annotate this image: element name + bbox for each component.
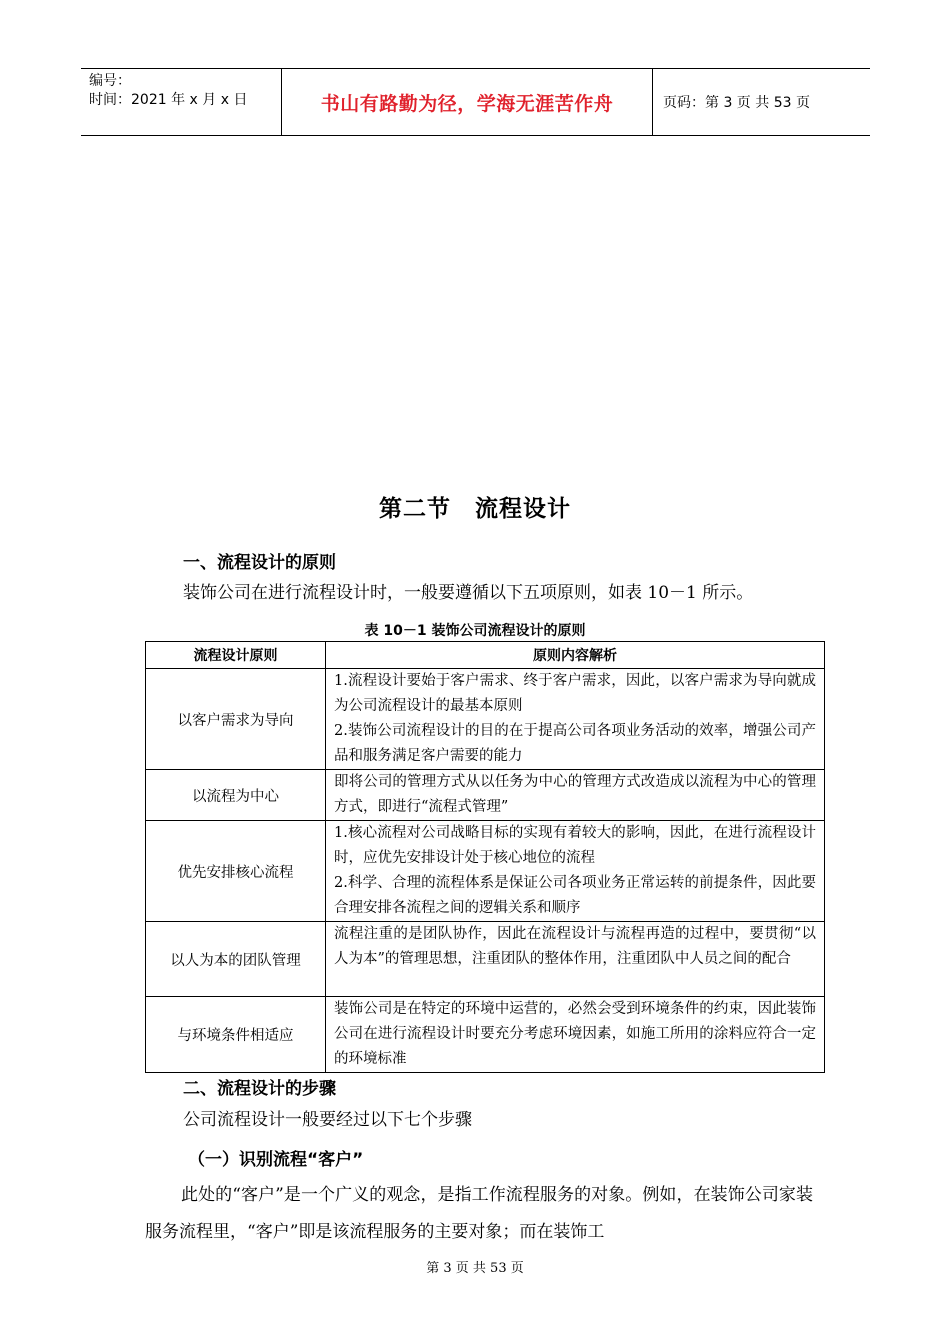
principle-analysis [326, 922, 825, 997]
header-page-info: 页码：第 3 页 共 53 页 [663, 95, 810, 111]
header-meta [81, 69, 282, 135]
steps-intro: 公司流程设计一般要经过以下七个步骤 [183, 1110, 472, 1130]
principle-analysis [326, 669, 825, 770]
principle-name: 优先安排核心流程 [146, 821, 326, 922]
customer-paragraph: 此处的“客户”是一个广义的观念，是指工作流程服务的对象。例如，在装饰公司家装服务流程里，“客户”即是该流程服务的主要对象；而在装饰工 [145, 1185, 813, 1242]
table-row [146, 997, 825, 1073]
analysis-line: 2.科学、合理的流程体系是保证公司各项业务正常运转的前提条件，因此要合理安排各流程之间的逻辑关系和顺序 [334, 875, 816, 916]
analysis-line: 流程注重的是团队协作，因此在流程设计与流程再造的过程中，要贯彻“以人为本”的管理思想，注重团队的整体作用，注重团队中人员之间的配合 [334, 926, 816, 967]
heading-identify-customer: （一）识别流程“客户” [188, 1150, 364, 1170]
principle-name: 以客户需求为导向 [146, 669, 326, 770]
table-header-row [146, 642, 825, 669]
principle-analysis [326, 821, 825, 922]
table-row [146, 922, 825, 997]
principles-intro: 装饰公司在进行流程设计时，一般要遵循以下五项原则，如表 10－1 所示。 [183, 583, 754, 603]
principle-name: 与环境条件相适应 [146, 997, 326, 1073]
header-motto: 书山有路勤为径，学海无涯苦作舟 [320, 92, 614, 115]
analysis-line: 即将公司的管理方式从以任务为中心的管理方式改造成以流程为中心的管理方式，即进行“流程式管理” [334, 774, 816, 815]
document-date: 时间：2021 年 x 月 x 日 [89, 92, 248, 108]
table-row [146, 770, 825, 821]
analysis-line: 1.核心流程对公司战略目标的实现有着较大的影响，因此，在进行流程设计时，应优先安排设计处于核心地位的流程 [334, 825, 816, 866]
principles-table [145, 641, 825, 1073]
principle-name: 以人为本的团队管理 [146, 922, 326, 997]
page-footer: 第 3 页 共 53 页 [426, 1261, 524, 1276]
analysis-line: 装饰公司是在特定的环境中运营的，必然会受到环境条件的约束，因此装饰公司在进行流程设计时要充分考虑环境因素，如施工所用的涂料应符合一定的环境标准 [334, 1001, 816, 1067]
section-title: 第二节 流程设计 [379, 496, 571, 522]
header-motto-cell [282, 69, 653, 135]
principle-analysis [326, 770, 825, 821]
document-number-label: 编号： [89, 73, 131, 89]
table-header-analysis: 原则内容解析 [326, 642, 825, 669]
heading-principles: 一、流程设计的原则 [183, 553, 336, 573]
table-caption: 表 10－1 装饰公司流程设计的原则 [364, 623, 586, 639]
table-row [146, 821, 825, 922]
table-row [146, 669, 825, 770]
analysis-line: 1.流程设计要始于客户需求、终于客户需求，因此，以客户需求为导向就成为公司流程设计的最基本原则 [334, 673, 816, 714]
page-header [81, 68, 870, 136]
analysis-line: 2.装饰公司流程设计的目的在于提高公司各项业务活动的效率，增强公司产品和服务满足客户需要的能力 [334, 723, 816, 764]
table-header-principle: 流程设计原则 [146, 642, 326, 669]
heading-steps: 二、流程设计的步骤 [183, 1079, 336, 1099]
principle-analysis [326, 997, 825, 1073]
principle-name: 以流程为中心 [146, 770, 326, 821]
